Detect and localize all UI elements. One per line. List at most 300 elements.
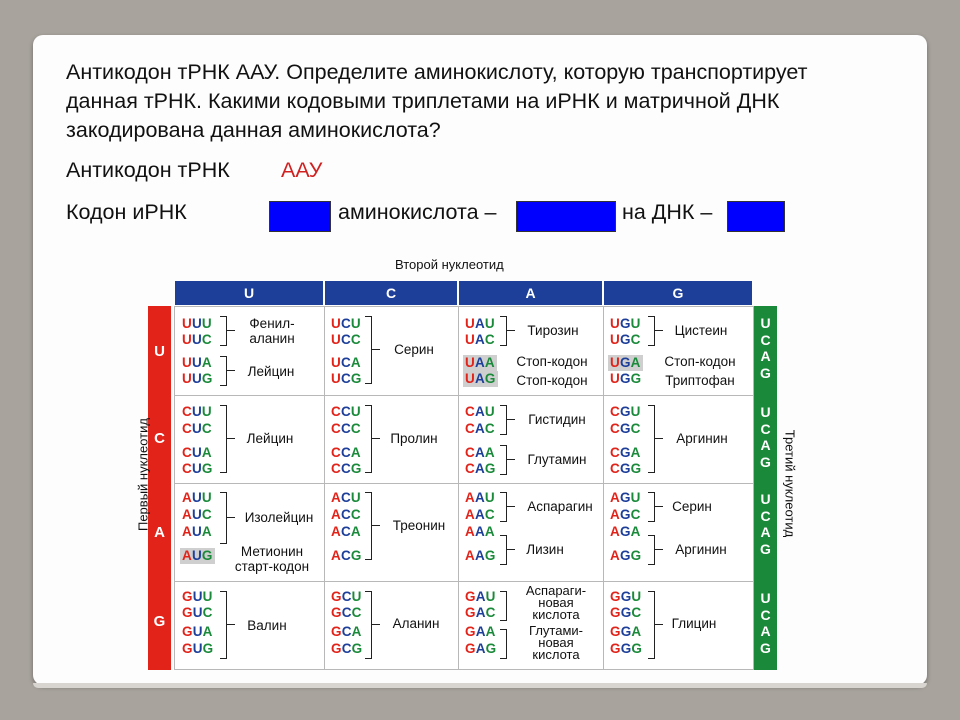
codon-letter: U [201,490,212,505]
codon-letter: A [474,507,485,522]
aa-serine: Серин [672,499,712,514]
codon-letter: A [331,548,341,563]
codon-gc-3 [331,624,362,640]
third-letter: C [760,507,771,524]
codon-uu-2 [182,332,212,348]
aa-serine: Серин [394,342,434,357]
brace-tick [227,438,235,439]
col-header-a: A [459,281,602,305]
aminoacid-blank[interactable] [516,201,616,232]
aa-tyrosine: Тирозин [527,323,579,338]
codon-letter: C [465,421,475,436]
codon-letter: A [475,589,486,604]
codon-letter: C [340,507,351,522]
codon-letter: U [610,316,620,331]
codon-letter: A [201,355,212,370]
codon-ug-1 [610,316,641,332]
codon-letter: U [610,371,620,386]
codon-uu-1 [182,316,212,332]
codon-letter: A [474,490,485,505]
codon-ug-2 [610,332,641,348]
codon-letter: U [182,371,192,386]
brace-tick [507,419,515,420]
codon-letter: A [202,624,213,639]
aa-aspartic-acid [515,585,597,621]
codon-letter: C [340,445,351,460]
codon-uu-3 [182,355,212,371]
codon-letter: G [620,605,632,620]
codon-letter: A [474,332,485,347]
codon-ag-3 [610,524,641,540]
codon-letter: C [182,404,192,419]
brace-tick [655,624,663,625]
codon-letter: A [474,524,485,539]
codon-letter: C [484,507,495,522]
aa-threonine: Треонин [392,518,446,533]
codon-ug-3 [608,355,643,371]
codon-aa-1 [465,490,495,506]
codon-letter: U [191,316,202,331]
codon-cg-3 [610,445,641,461]
third-letter: U [760,404,771,420]
brace [500,535,507,565]
codon-letter: G [631,641,643,656]
codon-letter: C [610,421,620,436]
codon-letter: A [610,490,620,505]
codon-letter: C [201,421,212,436]
codon-letter: G [619,524,631,539]
codon-letter: C [630,332,641,347]
codon-letter: A [630,445,641,460]
codon-letter: U [331,371,341,386]
codon-letter: C [331,421,341,436]
brace-tick [372,525,380,526]
codon-letter: G [619,461,631,476]
codon-letter: G [331,641,342,656]
codon-letter: A [474,355,485,370]
codon-letter: G [331,589,342,604]
codon-letter: C [350,507,361,522]
aa-lysine: Лизин [526,542,564,557]
codon-ua-4 [463,371,498,387]
codon-aa-4 [465,548,496,564]
codon-letter: C [341,589,352,604]
codon-letter: A [474,404,485,419]
codon-letter: U [201,316,212,331]
codon-uc-4 [331,371,362,387]
codon-letter: C [340,332,351,347]
third-letter: A [760,524,771,540]
codon-letter: U [351,589,362,604]
codon-letter: C [331,404,341,419]
codon-letter: G [610,641,621,656]
codon-gc-2 [331,605,362,621]
aa-proline: Пролин [390,431,438,446]
codon-cg-1 [610,404,641,420]
brace [220,591,227,659]
codon-letter: G [201,548,213,563]
aa-text: Глутами- [529,623,583,638]
codon-gg-1 [610,589,641,605]
codon-letter: G [331,605,342,620]
row-label-c: C [154,430,165,447]
third-letter: G [760,639,771,656]
codon-letter: U [631,589,642,604]
codon-letter: C [485,605,496,620]
codon-letter: G [484,461,496,476]
codon-letter: U [331,355,341,370]
codon-uu-4 [182,371,213,387]
third-letter: U [760,590,771,606]
codon-letter: C [350,332,361,347]
codon-letter: C [341,641,352,656]
codon-letter: U [465,355,475,370]
codon-letter: A [351,624,362,639]
codon-letter: G [610,624,621,639]
codon-letter: G [630,371,642,386]
codon-letter: G [619,316,631,331]
codon-gg-4 [610,641,642,657]
codon-cu-2 [182,421,212,437]
codon-letter: G [485,641,497,656]
codon-ga-1 [465,589,496,605]
codon-letter: A [465,507,475,522]
codon-letter: G [484,371,496,386]
codon-letter: A [201,524,212,539]
aa-alanine: Аланин [392,616,440,631]
codon-letter: G [351,641,363,656]
brace-tick [372,349,380,350]
codon-letter: G [620,624,632,639]
codon-letter: C [340,371,351,386]
aa-stop: Стоп-кодон [664,354,736,369]
brace-tick [227,330,235,331]
codon-cc-3 [331,445,361,461]
codon-letter: U [484,404,495,419]
codon-gu-4 [182,641,213,657]
brace-tick [655,330,663,331]
codon-letter: C [350,421,361,436]
brace-tick [655,506,663,507]
codon-aa-2 [465,507,495,523]
codon-letter: G [182,589,193,604]
codon-letter: U [191,445,202,460]
codon-letter: C [484,421,495,436]
codon-letter: G [619,355,631,370]
codon-letter: U [182,316,192,331]
aa-text: новая [538,595,574,610]
codon-letter: A [474,371,485,386]
codon-ac-4 [331,548,362,564]
codon-cu-1 [182,404,212,420]
codon-letter: A [484,445,495,460]
mrna-codon-blank[interactable] [269,201,331,232]
codon-gu-1 [182,589,213,605]
codon-letter: A [630,524,641,539]
aa-text: аланин [249,331,295,346]
aminoacid-label: аминокислота – [338,200,497,224]
codon-label: Кодон иРНК [66,200,187,224]
codon-letter: C [340,461,351,476]
codon-ga-2 [465,605,496,621]
codon-letter: A [484,355,495,370]
codon-letter: G [630,548,642,563]
brace-tick [507,506,515,507]
codon-letter: G [619,548,631,563]
codon-letter: G [465,605,476,620]
brace [365,405,372,473]
codon-letter: U [630,316,641,331]
aa-text: кислота [532,607,580,622]
codon-letter: U [191,507,202,522]
brace [220,316,227,346]
brace-tick [507,330,515,331]
codon-letter: G [350,371,362,386]
codon-letter: G [620,589,632,604]
codon-letter: A [474,461,485,476]
third-letter: C [760,331,771,348]
codon-letter: G [610,605,621,620]
aa-histidine: Гистидин [528,412,586,427]
brace [500,629,507,659]
third-letter: G [760,364,771,381]
codon-letter: U [201,404,212,419]
brace [365,316,372,384]
second-nucleotide-title: Второй нуклеотид [395,257,504,272]
codon-ca-1 [465,404,495,420]
codon-letter: C [340,490,351,505]
col-header-g: G [604,281,752,305]
codon-letter: A [474,445,485,460]
codon-letter: U [331,316,341,331]
codon-letter: U [465,371,475,386]
codon-letter: G [182,641,193,656]
codon-letter: A [631,624,642,639]
codon-ca-3 [465,445,495,461]
col-header-u: U [175,281,323,305]
codon-letter: G [619,371,631,386]
brace [500,405,507,435]
brace [500,445,507,475]
third-letter: G [760,453,771,470]
codon-letter: C [340,404,351,419]
third-letter: C [760,420,771,437]
codon-letter: C [340,355,351,370]
codon-letter: G [630,461,642,476]
codon-letter: C [465,445,475,460]
aa-phenylalanine [237,316,307,346]
codon-letter: U [192,641,203,656]
codon-ag-2 [610,507,641,523]
codon-cg-2 [610,421,641,437]
aa-leucine: Лейцин [247,364,295,379]
codon-letter: A [475,605,486,620]
codon-gc-1 [331,589,362,605]
brace [648,405,655,473]
codon-letter: G [619,445,631,460]
codon-letter: U [191,490,202,505]
aa-text: Фенил- [249,316,295,331]
codon-letter: G [484,548,496,563]
codon-letter: U [191,548,202,563]
codon-cu-3 [182,445,212,461]
brace-tick [227,624,235,625]
codon-letter: A [182,548,192,563]
codon-letter: C [465,404,475,419]
codon-letter: A [350,445,361,460]
codon-letter: U [350,404,361,419]
third-letter: A [760,437,771,453]
codon-ac-3 [331,524,361,540]
codon-cg-4 [610,461,641,477]
third-letter: U [760,491,771,507]
codon-letter: A [350,524,361,539]
codon-letter: C [630,507,641,522]
codon-cc-2 [331,421,361,437]
codon-ag-4 [610,548,641,564]
aa-methionine [222,544,322,574]
codon-letter: A [331,507,341,522]
codon-ac-1 [331,490,361,506]
codon-letter: U [350,490,361,505]
codon-letter: U [610,355,620,370]
codon-letter: U [191,332,202,347]
third-letter: G [760,540,771,557]
codon-ac-2 [331,507,361,523]
aa-isoleucine: Изолейцин [244,510,314,525]
codon-letter: C [182,445,192,460]
codon-letter: G [619,404,631,419]
codon-letter: U [465,316,475,331]
codon-ca-4 [465,461,496,477]
codon-uc-1 [331,316,361,332]
dna-label: на ДНК – [622,200,713,224]
third-letter: A [760,623,771,639]
codon-cu-4 [182,461,213,477]
codon-letter: A [465,548,475,563]
aa-arginine: Аргинин [676,431,728,446]
codon-letter: A [475,641,486,656]
codon-letter: C [182,461,192,476]
row-label-g: G [153,613,166,630]
codon-letter: C [340,548,351,563]
codon-letter: U [191,355,202,370]
brace [365,492,372,560]
codon-ca-2 [465,421,495,437]
brace [648,492,655,522]
codon-au-3 [182,524,212,540]
codon-letter: U [484,490,495,505]
brace [220,492,227,544]
aa-tryptophan: Триптофан [665,373,735,388]
codon-letter: C [340,421,351,436]
codon-letter: A [182,490,192,505]
codon-ga-3 [465,624,496,640]
codon-letter: A [630,355,641,370]
codon-letter: G [465,589,476,604]
brace-tick [227,517,235,518]
aa-stop: Стоп-кодон [516,354,588,369]
codon-letter: A [474,548,485,563]
codon-letter: A [182,507,192,522]
codon-letter: A [484,524,495,539]
codon-letter: G [182,605,193,620]
codon-letter: U [191,371,202,386]
row-label-a: A [154,524,165,541]
codon-letter: U [191,461,202,476]
codon-letter: U [331,332,341,347]
codon-letter: C [610,445,620,460]
brace-tick [655,438,663,439]
codon-au-1 [182,490,212,506]
brace [500,591,507,621]
codon-letter: A [331,524,341,539]
brace-tick [507,549,515,550]
codon-letter: G [610,589,621,604]
codon-letter: A [201,445,212,460]
dna-blank[interactable] [727,201,785,232]
third-letter: U [760,315,771,331]
question-line-1: Антикодон тРНК ААУ. Определите аминокислоту, которую транспортирует [66,60,808,84]
brace [648,591,655,659]
codon-au-2 [182,507,212,523]
brace [220,356,227,386]
codon-letter: U [182,355,192,370]
codon-letter: C [202,605,213,620]
codon-letter: U [192,605,203,620]
codon-letter: C [331,461,341,476]
codon-letter: G [619,332,631,347]
codon-letter: A [610,548,620,563]
codon-letter: G [350,548,362,563]
codon-ga-4 [465,641,496,657]
aa-text: новая [538,635,574,650]
codon-gg-2 [610,605,641,621]
brace-tick [227,370,235,371]
codon-ug-4 [610,371,641,387]
anticodon-label: Антикодон тРНК [66,158,230,182]
codon-ua-3 [463,355,497,371]
codon-letter: C [351,605,362,620]
aa-glutamic-acid [515,625,597,661]
codon-au-4 [180,548,215,564]
codon-letter: U [191,421,202,436]
slide-bottom-bar [33,683,927,688]
codon-letter: G [201,371,213,386]
codon-letter: U [630,490,641,505]
brace [500,316,507,346]
brace-tick [372,438,380,439]
first-nucleotide-title: Первый нуклеотид [135,418,151,532]
codon-ua-2 [465,332,495,348]
codon-letter: C [341,605,352,620]
codon-letter: G [331,624,342,639]
codon-letter: A [485,624,496,639]
brace-tick [372,624,380,625]
aa-text: Метионин [240,544,304,559]
codon-letter: U [202,589,213,604]
codon-gc-4 [331,641,362,657]
codon-letter: G [465,641,476,656]
codon-letter: A [474,316,485,331]
codon-letter: A [465,490,475,505]
codon-aa-3 [465,524,495,540]
codon-letter: U [630,404,641,419]
codon-uc-3 [331,355,361,371]
codon-letter: U [465,332,475,347]
codon-letter: G [619,507,631,522]
codon-letter: C [340,316,351,331]
